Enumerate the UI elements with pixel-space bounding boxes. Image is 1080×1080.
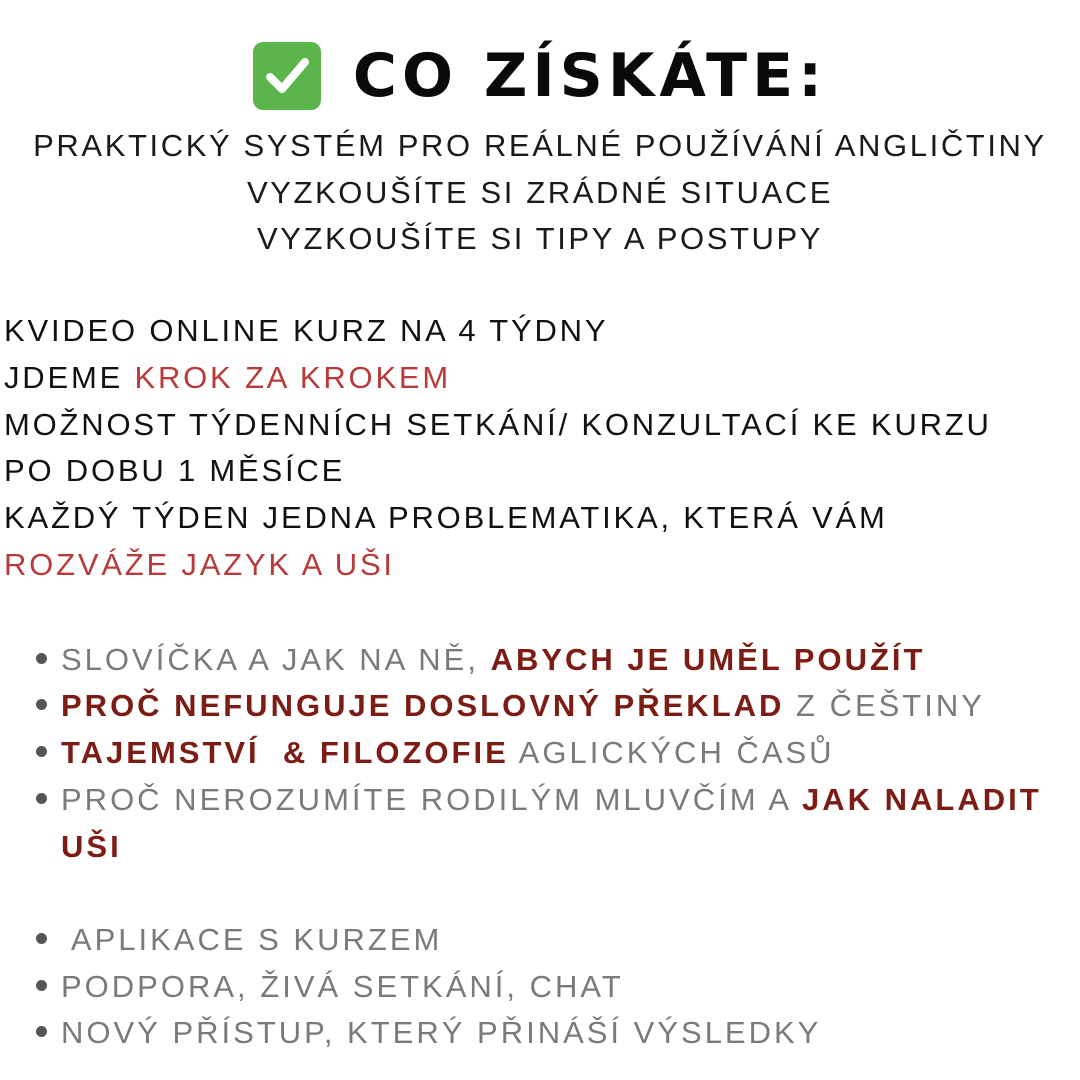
topic-item: [36, 686, 985, 726]
subtitle-line-3: VYZKOUŠÍTE SI TIPY A POSTUPY: [256, 221, 824, 256]
extra-text: APLIKACE S KURZEM: [61, 922, 443, 957]
bullet-icon: [36, 933, 47, 944]
title-row: [0, 38, 1080, 114]
check-mark-icon: [253, 42, 321, 110]
topic-strong-text: PROČ NEFUNGUJE DOSLOVNÝ PŘEKLAD: [61, 688, 785, 723]
subtitle-line-1: PRAKTICKÝ SYSTÉM PRO REÁLNÉ POUŽÍVÁNÍ ANGLIČTINY: [33, 128, 1047, 163]
subtitle-line-2: VYZKOUŠÍTE SI ZRÁDNÉ SITUACE: [246, 175, 834, 210]
extra-text: NOVÝ PŘÍSTUP, KTERÝ PŘINÁŠÍ VÝSLEDKY: [61, 1015, 822, 1050]
bullet-icon: [36, 1026, 47, 1037]
topic-strong-text: ABYCH JE UMĚL POUŽÍT: [490, 642, 926, 677]
topic-item: [36, 733, 835, 773]
body-line-6: ROZVÁŽE JAZYK A UŠI: [4, 547, 395, 582]
bullet-icon: [36, 699, 47, 710]
topic-text: AGLICKÝCH ČASŮ: [508, 735, 835, 770]
body-line-1: KVIDEO ONLINE KURZ NA 4 TÝDNY: [4, 313, 609, 348]
body-line-3: MOŽNOST TÝDENNÍCH SETKÁNÍ/ KONZULTACÍ KE KURZU: [4, 407, 992, 442]
page-title: CO ZÍSKÁTE:: [352, 41, 828, 111]
topic-strong-text: JAK NALADIT: [802, 782, 1042, 817]
topic-strong-text: TAJEMSTVÍ & FILOZOFIE: [61, 735, 509, 770]
topic-item: [36, 780, 1042, 820]
body-line-4: PO DOBU 1 MĚSÍCE: [4, 453, 346, 488]
extra-item: [36, 967, 624, 1007]
topic-item: [36, 640, 925, 680]
body-line-2-prefix: JDEME: [4, 360, 135, 395]
extra-text: PODPORA, ŽIVÁ SETKÁNÍ, CHAT: [61, 969, 624, 1004]
extra-item: [36, 1013, 821, 1053]
topic-text: SLOVÍČKA A JAK NA NĚ,: [61, 642, 491, 677]
body-line-5: KAŽDÝ TÝDEN JEDNA PROBLEMATIKA, KTERÁ VÁM: [4, 500, 888, 535]
check-mark-glyph: [261, 50, 313, 102]
bullet-icon: [36, 746, 47, 757]
bullet-icon: [36, 653, 47, 664]
bullet-icon: [36, 793, 47, 804]
extra-item: [36, 920, 442, 960]
topic-item-continuation: [61, 827, 122, 867]
topic-text: PROČ NEROZUMÍTE RODILÝM MLUVČÍM A: [61, 782, 803, 817]
topic-strong-text: UŠI: [61, 829, 122, 864]
body-line-2: [4, 358, 451, 398]
bullet-icon: [36, 980, 47, 991]
topic-text: Z ČEŠTINY: [784, 688, 985, 723]
body-line-2-highlight: KROK ZA KROKEM: [134, 360, 452, 395]
